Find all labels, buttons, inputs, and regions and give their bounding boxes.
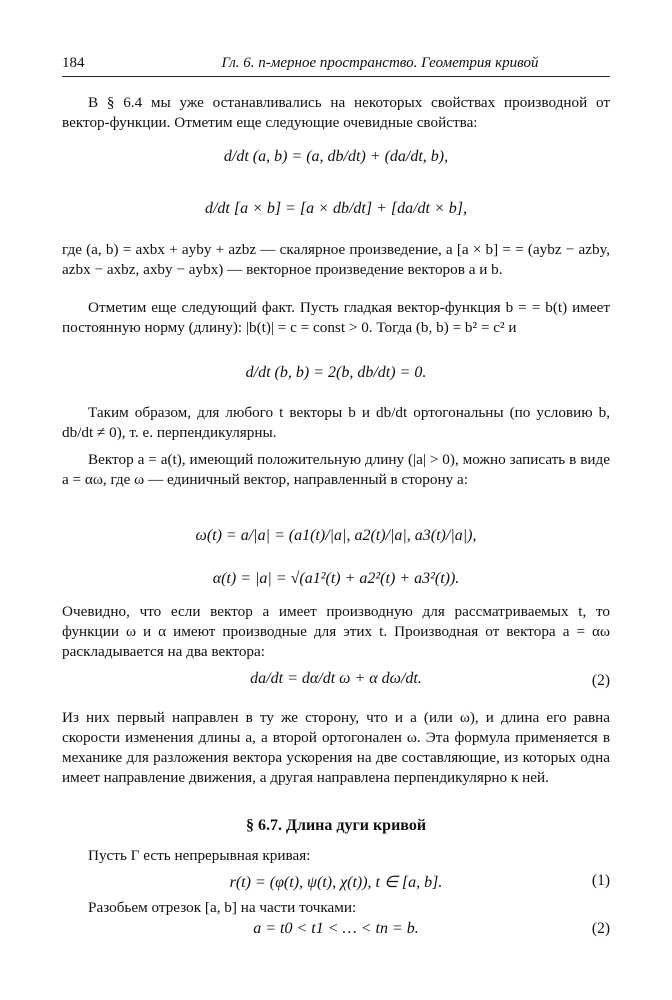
- header-rule: [62, 76, 610, 77]
- paragraph-unit-vector: Вектор a = a(t), имеющий положительную длину (|a| > 0), можно записать в виде a = αω, где ω — единичный вектор, направленный в сторону a:: [62, 451, 610, 488]
- equation-scalar-derivative: d/dt (a, b) = (a, db/dt) + (da/dt, b),: [223, 148, 449, 165]
- page-number: 184: [62, 55, 85, 71]
- paragraph-intro: В § 6.4 мы уже останавливались на некоторых свойствах производной от вектор-функции. Отметим еще следующие очевидные свойства:: [62, 94, 610, 131]
- paragraph-constant-norm: Отметим еще следующий факт. Пусть гладкая вектор-функция b = = b(t) имеет постоянную норму (длину): |b(t)| = c = const > 0. Тогда (b, b) = b² = c² и: [62, 299, 610, 336]
- equation-omega: ω(t) = a/|a| = (a1(t)/|a|, a2(t)/|a|, a3(t)/|a|),: [195, 527, 477, 544]
- running-title: Гл. 6. n-мерное пространство. Геометрия кривой: [221, 55, 539, 71]
- paragraph-mechanics: Из них первый направлен в ту же сторону, что и a (или ω), и длина его равна скорости изменения длины a, а второй ортогонален ω. Эта формула применяется в механике для разложения вектора ускорения на две составляющие, из которых одна имеет направление движения, а другая направлена перпендикулярно к ней.: [62, 709, 610, 786]
- paragraph-products-definition: где (a, b) = axbx + ayby + azbz — скалярное произведение, а [a × b] = = (aybz − azby, azbx − axbz, axby − aybx) — векторное произведение векторов a и b.: [62, 241, 610, 278]
- equation-alpha: α(t) = |a| = √(a1²(t) + a2²(t) + a3²(t)).: [212, 570, 460, 587]
- equation-vector-derivative: d/dt [a × b] = [a × db/dt] + [da/dt × b],: [204, 200, 467, 217]
- paragraph-orthogonality: Таким образом, для любого t векторы b и db/dt ортогональны (по условию b, db/dt ≠ 0), т. е. перпендикулярны.: [62, 404, 610, 441]
- equation-norm-derivative: d/dt (b, b) = 2(b, db/dt) = 0.: [245, 364, 427, 381]
- section-heading: § 6.7. Длина дуги кривой: [245, 817, 427, 834]
- paragraph-curve: Пусть Γ есть непрерывная кривая:: [88, 847, 311, 864]
- equation-number-2b: (2): [591, 920, 610, 937]
- paragraph-partition: Разобьем отрезок [a, b] на части точками:: [88, 899, 357, 916]
- equation-number-1: (1): [591, 872, 610, 889]
- equation-number-2a: (2): [591, 672, 610, 689]
- equation-partition: a = t0 < t1 < … < tn = b.: [253, 920, 419, 937]
- equation-derivative-split: da/dt = dα/dt ω + α dω/dt.: [250, 670, 422, 687]
- equation-curve: r(t) = (φ(t), ψ(t), χ(t)), t ∈ [a, b].: [229, 874, 443, 891]
- paragraph-derivative-decomposition: Очевидно, что если вектор a имеет производную для рассматриваемых t, то функции ω и α имеют производные для этих t. Производная от вектора a = αω раскладывается на два вектора:: [62, 603, 610, 660]
